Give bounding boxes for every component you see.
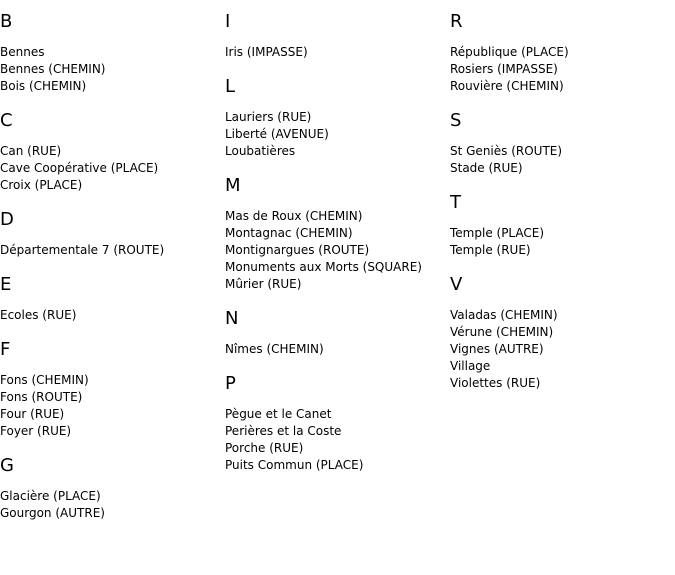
street-list bbox=[450, 44, 670, 95]
street-link[interactable]: Bennes (CHEMIN) bbox=[0, 62, 106, 76]
letter-heading: G bbox=[0, 455, 14, 476]
street-link[interactable]: Puits Commun (PLACE) bbox=[225, 458, 364, 472]
street-link[interactable]: Nîmes (CHEMIN) bbox=[225, 342, 324, 356]
letter-heading: C bbox=[0, 110, 13, 131]
street-link[interactable]: Iris (IMPASSE) bbox=[225, 45, 308, 59]
street-link[interactable]: Bois (CHEMIN) bbox=[0, 79, 87, 93]
street-list bbox=[450, 225, 670, 259]
street-list bbox=[0, 44, 220, 95]
street-link[interactable]: Départementale 7 (ROUTE) bbox=[0, 243, 165, 257]
letter-group bbox=[225, 374, 445, 474]
street-list bbox=[225, 44, 445, 61]
street-link[interactable]: Gourgon (AUTRE) bbox=[0, 506, 105, 520]
street-link[interactable]: Violettes (RUE) bbox=[450, 376, 541, 390]
street-link[interactable]: Monuments aux Morts (SQUARE) bbox=[225, 260, 422, 274]
street-link[interactable]: Temple (RUE) bbox=[450, 243, 531, 257]
letter-heading: F bbox=[0, 339, 11, 360]
street-link[interactable]: Can (RUE) bbox=[0, 144, 62, 158]
street-link[interactable]: Cave Coopérative (PLACE) bbox=[0, 161, 159, 175]
street-list bbox=[0, 143, 220, 194]
street-link[interactable]: Rouvière (CHEMIN) bbox=[450, 79, 564, 93]
letter-group bbox=[450, 111, 670, 177]
street-list bbox=[450, 143, 670, 177]
letter-heading: I bbox=[225, 11, 231, 32]
street-link[interactable]: Temple (PLACE) bbox=[450, 226, 545, 240]
index-column-2 bbox=[225, 12, 445, 490]
letter-heading: V bbox=[450, 274, 463, 295]
street-link[interactable]: Lauriers (RUE) bbox=[225, 110, 312, 124]
street-link[interactable]: Mas de Roux (CHEMIN) bbox=[225, 209, 363, 223]
street-list bbox=[0, 307, 220, 324]
street-link[interactable]: Four (RUE) bbox=[0, 407, 65, 421]
street-link[interactable]: Perières et la Coste bbox=[225, 424, 342, 438]
letter-heading: B bbox=[0, 11, 13, 32]
street-link[interactable]: Croix (PLACE) bbox=[0, 178, 83, 192]
street-link[interactable]: Bennes bbox=[0, 45, 45, 59]
street-link[interactable]: Montagnac (CHEMIN) bbox=[225, 226, 353, 240]
street-link[interactable]: Loubatières bbox=[225, 144, 296, 158]
street-list bbox=[0, 242, 220, 259]
letter-heading: S bbox=[450, 110, 462, 131]
index-column-1 bbox=[0, 12, 220, 538]
letter-group bbox=[450, 12, 670, 95]
letter-heading: T bbox=[450, 192, 461, 213]
street-link[interactable]: République (PLACE) bbox=[450, 45, 569, 59]
letter-group bbox=[0, 12, 220, 95]
street-link[interactable]: Vérune (CHEMIN) bbox=[450, 325, 554, 339]
letter-group bbox=[225, 309, 445, 358]
letter-heading: D bbox=[0, 209, 14, 230]
street-link[interactable]: Fons (CHEMIN) bbox=[0, 373, 89, 387]
street-list bbox=[450, 307, 670, 392]
letter-group bbox=[225, 176, 445, 293]
street-link[interactable]: Porche (RUE) bbox=[225, 441, 304, 455]
street-list bbox=[225, 341, 445, 358]
letter-group bbox=[450, 275, 670, 392]
index-column-3 bbox=[450, 12, 670, 408]
street-link[interactable]: Village bbox=[450, 359, 491, 373]
letter-group bbox=[450, 193, 670, 259]
letter-heading: P bbox=[225, 373, 236, 394]
letter-heading: E bbox=[0, 274, 12, 295]
street-link[interactable]: Foyer (RUE) bbox=[0, 424, 72, 438]
street-link[interactable]: Stade (RUE) bbox=[450, 161, 523, 175]
letter-heading: L bbox=[225, 76, 236, 97]
letter-group bbox=[0, 340, 220, 440]
street-list bbox=[225, 406, 445, 474]
letter-group bbox=[0, 456, 220, 522]
letter-group bbox=[0, 210, 220, 259]
letter-group bbox=[225, 77, 445, 160]
street-link[interactable]: St Geniès (ROUTE) bbox=[450, 144, 563, 158]
letter-heading: N bbox=[225, 308, 239, 329]
street-link[interactable]: Liberté (AVENUE) bbox=[225, 127, 329, 141]
street-list bbox=[0, 372, 220, 440]
street-link[interactable]: Ecoles (RUE) bbox=[0, 308, 77, 322]
letter-group bbox=[0, 111, 220, 194]
street-link[interactable]: Glacière (PLACE) bbox=[0, 489, 101, 503]
street-list bbox=[0, 488, 220, 522]
letter-group bbox=[225, 12, 445, 61]
street-link[interactable]: Pègue et le Canet bbox=[225, 407, 332, 421]
letter-heading: M bbox=[225, 175, 241, 196]
street-list bbox=[225, 109, 445, 160]
street-link[interactable]: Rosiers (IMPASSE) bbox=[450, 62, 558, 76]
street-link[interactable]: Montignargues (ROUTE) bbox=[225, 243, 370, 257]
street-link[interactable]: Fons (ROUTE) bbox=[0, 390, 83, 404]
street-link[interactable]: Vignes (AUTRE) bbox=[450, 342, 544, 356]
street-link[interactable]: Valadas (CHEMIN) bbox=[450, 308, 558, 322]
street-list bbox=[225, 208, 445, 293]
letter-group bbox=[0, 275, 220, 324]
street-link[interactable]: Mûrier (RUE) bbox=[225, 277, 302, 291]
letter-heading: R bbox=[450, 11, 463, 32]
